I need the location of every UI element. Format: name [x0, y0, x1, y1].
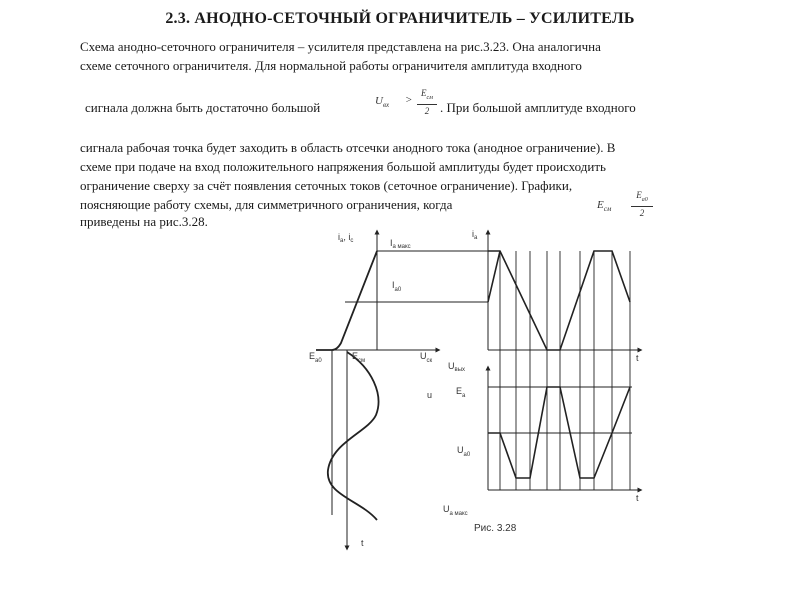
- label-uck: $U_{ск}$: [420, 351, 433, 364]
- formula-denominator: 2: [424, 106, 430, 116]
- formula-lhs: $E_{см}$: [597, 199, 612, 214]
- label-ua0: $U_{а0}$: [457, 445, 471, 458]
- transfer-characteristic: [316, 251, 377, 350]
- anode-current-waveform: [488, 251, 630, 350]
- time-guides: [500, 251, 630, 490]
- paragraph-line: схеме при подаче на вход положительного напряжения большой амплитуды будет происходить: [80, 159, 606, 174]
- paragraph-line: Схема анодно-сеточного ограничителя – усилителя представлена на рис.3.23. Она аналогична: [80, 39, 601, 54]
- label-ia-right: $i_а$: [472, 229, 478, 241]
- paragraph-line: сигнала рабочая точка будет заходить в область отсечки анодного тока (анодное ограничение). В: [80, 140, 616, 155]
- formula-numerator: $E_{см}$: [421, 88, 433, 101]
- paragraph-line: поясняющие работу схемы, для симметричного ограничения, когда: [80, 197, 453, 212]
- label-t-left: t: [361, 538, 364, 548]
- formula-denominator: 2: [639, 208, 645, 218]
- anode-current-waveform-left: [488, 251, 500, 302]
- label-ea: $E_а$: [456, 386, 466, 399]
- paragraph-line: схеме сеточного ограничителя. Для нормальной работы ограничителя амплитуда входного: [80, 58, 582, 73]
- paragraph-line: . При большой амплитуде входного: [440, 100, 636, 115]
- input-signal-sine: [328, 352, 379, 520]
- formula-lhs: $U_{вх}$: [375, 95, 390, 110]
- page-title: 2.3. АНОДНО-СЕТОЧНЫЙ ОГРАНИЧИТЕЛЬ – УСИЛИТЕЛЬ: [165, 10, 635, 27]
- label-t-top: t: [636, 353, 639, 363]
- label-ia-ic: $i_а$, $i_с$: [338, 232, 354, 244]
- figure-caption: Рис. 3.28: [474, 523, 517, 534]
- paragraph-line: приведены на рис.3.28.: [80, 214, 208, 229]
- formula-numerator: $E_{а0}$: [636, 190, 648, 203]
- paragraph-line: ограничение сверху за счёт появления сеточных токов (сеточное ограничение). Графики,: [80, 178, 573, 193]
- label-uvyx: $U_{вых}$: [448, 361, 465, 373]
- formula-operator: >: [405, 94, 413, 106]
- paragraph-line: сигнала должна быть достаточно большой: [85, 100, 321, 115]
- label-ecm: $E_{см}$: [352, 351, 366, 364]
- label-ia-max: $I_{а макс}$: [390, 238, 411, 250]
- label-u: u: [427, 390, 433, 400]
- label-ua-max: $U_{а макс}$: [443, 504, 468, 517]
- label-t-bottom: t: [636, 493, 639, 503]
- label-ia0: $I_{а0}$: [392, 280, 402, 293]
- label-ea0: $E_{а0}$: [309, 351, 322, 364]
